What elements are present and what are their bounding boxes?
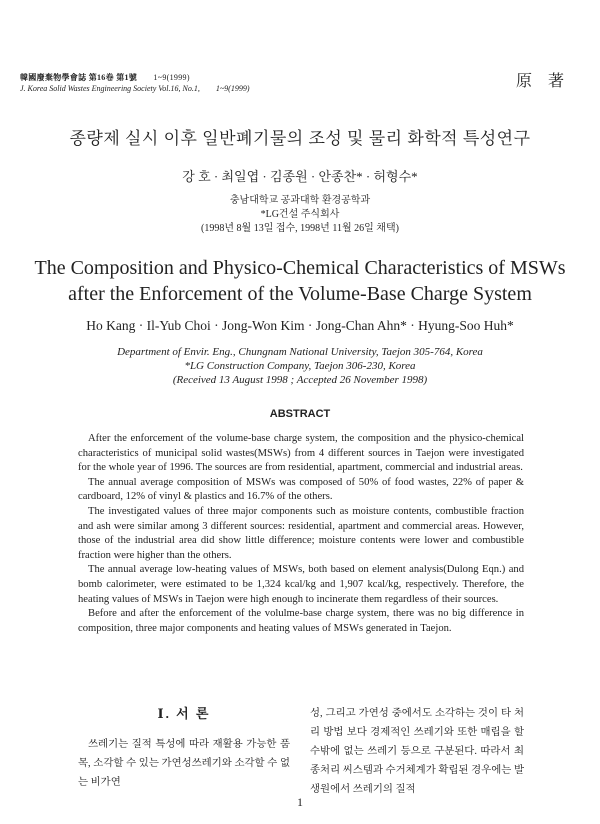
authors-english: Ho Kang · Il-Yub Choi · Jong-Won Kim · Jong-Chan Ahn* · Hyung-Soo Huh* (86, 318, 514, 333)
abstract-paragraph: The annual average low-heating values of MSWs, both based on element analysis(Dulong Eqn.) and bomb calorimeter, were estimated to be 1,324 kcal/kg and 1,907 kcal/kg, respectively. Therefore, the heating values of MSWs in Taejon were high enough to incinerate them regardless of their sources. (78, 564, 524, 605)
affiliation-english (0, 345, 600, 387)
title-english-line2: after the Enforcement of the Volume-Base Charge System (68, 283, 532, 305)
affiliation-en-line2: *LG Construction Company, Taejon 306-230, Korea (184, 360, 416, 372)
journal-name-en: J. Korea Solid Wastes Engineering Society Vol.16, No.1, (20, 84, 200, 93)
journal-name-ko: 韓國廢棄物學會誌 第16卷 第1號 (20, 73, 138, 82)
title-korean: 종량제 실시 이후 일반폐기물의 조성 및 물리 화학적 특성연구 (69, 129, 531, 148)
title-english-line1: The Composition and Physico-Chemical Characteristics of MSWs (34, 257, 566, 279)
abstract-paragraph: The investigated values of three major components such as moisture contents, combustible fraction and ash were similar among 3 different sources: residential, apartment and commercial areas. However, those of the industrial area did show little difference; moisture contents were lower and combustible fraction were higher than the others. (78, 505, 524, 561)
page-number: 1 (297, 795, 303, 809)
abstract-paragraph: Before and after the enforcement of the volulme-base charge system, there was no big difference in composition, three major components and heating values of MSWs generated in Taejon. (78, 608, 524, 634)
affiliation-ko-line2: *LG건설 주식회사 (260, 209, 340, 220)
body-text-right: 성, 그리고 가연성 중에서도 소각하는 것이 타 처리 방법 보다 경제적인 쓰레기와 또한 매립을 할 수밖에 없는 쓰레기 등으로 구분된다. 따라서 최종처리 씨스템과 수거체계가 확립된 경우에는 발생원에서 쓰레기의 질적 (310, 708, 524, 795)
column-left (78, 704, 290, 792)
article-type-badge: 原 著 (515, 73, 570, 90)
column-right (310, 704, 524, 799)
journal-header (20, 72, 250, 94)
abstract-paragraph: After the enforcement of the volume-base charge system, the composition and the physico-chemical characteristics of municipal solid wastes(MSWs) from 4 different sources in Taejon were investigated for the whole year of 1996. The sources are from residential, apartment, commercial and industrial areas. (78, 433, 524, 474)
affiliation-korean (0, 194, 600, 236)
affiliation-ko-dates: (1998년 8월 13일 접수, 1998년 11월 26일 채택) (201, 223, 399, 234)
abstract-paragraph: The annual average composition of MSWs was composed of 50% of food wastes, 22% of paper & cardboard, 12% of vinyl & plastics and 16.7% of the others. (78, 476, 524, 503)
body-text-left: 쓰레기는 질적 특성에 따라 재활용 가능한 품목, 소각할 수 있는 가연성쓰레기와 소각할 수 없는 비가연 (78, 739, 290, 788)
journal-pages-ko: 1~9(1999) (153, 73, 190, 82)
section-heading-introduction: Ⅰ. 서 론 (157, 706, 211, 721)
journal-pages-en: 1~9(1999) (215, 84, 250, 93)
title-english (0, 255, 600, 307)
affiliation-en-line1: Department of Envir. Eng., Chungnam National University, Taejon 305-764, Korea (117, 346, 483, 358)
authors-korean: 강 호 · 최일엽 · 김종원 · 안종찬* · 허형수* (182, 169, 418, 184)
abstract-heading: ABSTRACT (269, 408, 331, 420)
affiliation-ko-line1: 충남대학교 공과대학 환경공학과 (229, 195, 371, 206)
abstract-body (78, 432, 524, 636)
affiliation-en-dates: (Received 13 August 1998 ; Accepted 26 November 1998) (172, 374, 428, 386)
